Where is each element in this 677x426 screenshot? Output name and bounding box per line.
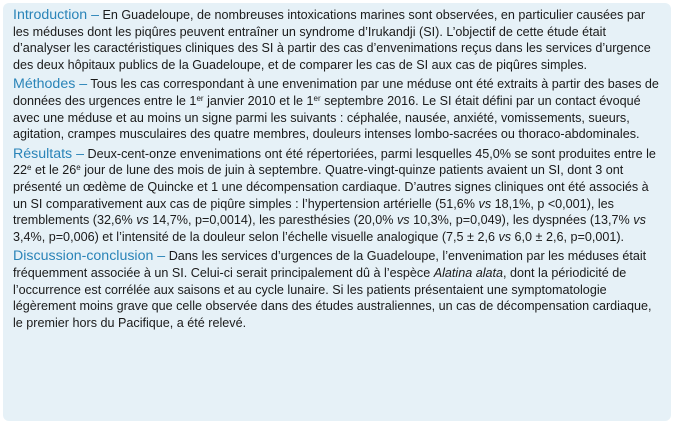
discussion-heading: Discussion-conclusion – [13, 248, 166, 265]
methodes-section [13, 76, 663, 142]
discussion-section [13, 248, 663, 331]
species-name: Alatina alata [433, 265, 504, 280]
introduction-text: En Guadeloupe, de nombreuses intoxications marines sont observées, en particulier causées par les méduses dont les piqûres peuvent entraîner un syndrome d’Irukandji (SI). L’objectif de cette étude était d’analyser les caractéristiques cliniques des SI à partir des cas d’envenimations reçus dans les services d’urgence des deux hôpitaux publics de la Guadeloupe, et de comparer les cas de SI aux cas de piqûres simples. [13, 8, 651, 72]
resultats-heading: Résultats – [13, 145, 84, 162]
versus-italic: vs [396, 213, 410, 228]
resultats-text: 6,0 ± 2,6, p=0,001). [511, 229, 625, 244]
methodes-text: septembre 2016. Le SI était défini par un contact évoqué avec une méduse et au moins un signe parmi les suivants : céphalée, nausée, anxiété, vomissements, sueurs, agitation, crampes musculaires des quatre membres, douleurs intenses lombo-sacrées ou thoraco-abdominales. [13, 93, 641, 142]
methodes-text: janvier 2010 et le 1 [203, 93, 314, 108]
versus-italic: vs [136, 213, 149, 228]
resultats-text: et le 26 [31, 163, 77, 178]
introduction-heading: Introduction – [13, 7, 99, 23]
discussion-text: , dont la périodicité de l’occurrence est corrélée aux saisons et au cycle lunaire. Si les patients présentaient une symptomatologie légèrement moins grave que celle observée dans des études australiennes, un cas de décompensation cardiaque, le premier hors du Pacifique, a été relevé. [13, 265, 652, 330]
versus-italic: vs [498, 229, 512, 244]
methodes-heading: Méthodes – [13, 76, 88, 93]
resultats-text: Deux-cent-onze envenimations ont été répertoriées, parmi lesquelles 45,0% se sont produites entre le 22 [13, 146, 656, 178]
resultats-text: 18,1%, p <0,001), les tremblements (32,6% [13, 196, 614, 228]
ordinal-superscript: er [313, 93, 321, 103]
resultats-text: 14,7%, p=0,0014), les paresthésies (20,0% [148, 213, 397, 228]
versus-italic: vs [633, 213, 646, 228]
discussion-text: Dans les services d’urgences de la Guadeloupe, l’envenimation par les méduses était fréquemment associée à un SI. Celui-ci serait principalement dû à l’espèce [13, 249, 647, 280]
versus-italic: vs [478, 196, 492, 211]
resultats-section [13, 146, 663, 246]
resultats-text: jour de lune des mois de juin à septembre. Quatre-vingt-quinze patients avaient un SI, dont 3 ont présenté un œdème de Quincke et 1 une décompensation cardiaque. D’autres signes cliniques ont été associés à un SI comparativement aux cas de piqûre simples : l’hypertension artérielle (51,6% [13, 163, 649, 211]
methodes-text: Tous les cas correspondant à une envenimation par une méduse ont été extraits à partir des bases de données des urgences entre le 1 [13, 77, 659, 108]
ordinal-superscript: e [27, 163, 32, 173]
resultats-text: 10,3%, p=0,049), les dyspnées (13,7% [409, 213, 634, 228]
introduction-section [13, 7, 663, 73]
abstract-box [3, 3, 671, 421]
ordinal-superscript: e [76, 163, 81, 173]
resultats-text: 3,4%, p=0,006) et l’intensité de la douleur selon l’échelle visuelle analogique (7,5 ± 2,6 [13, 229, 499, 244]
ordinal-superscript: er [196, 93, 204, 103]
